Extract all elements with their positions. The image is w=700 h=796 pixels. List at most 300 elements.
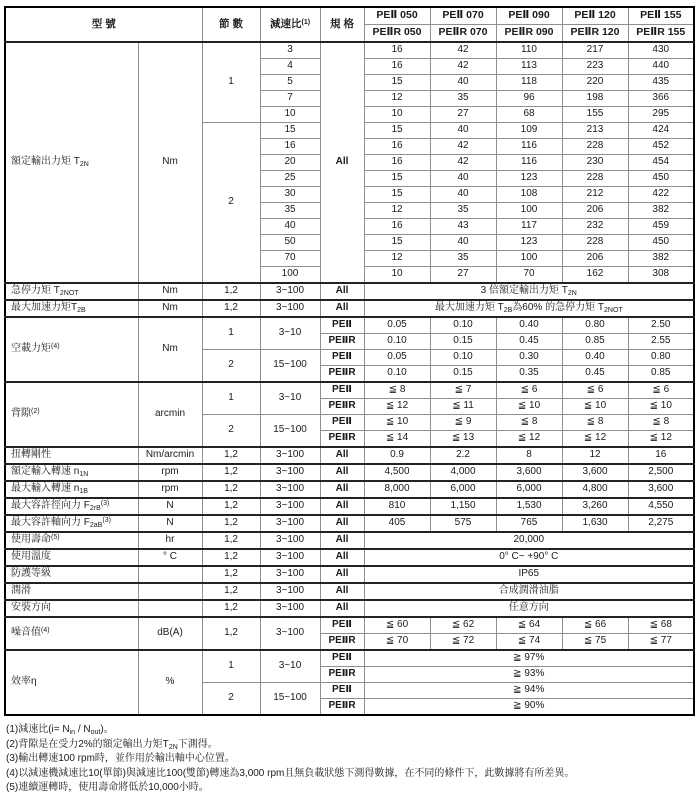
value-cell: 405	[364, 515, 430, 532]
unit-cell: Nm	[138, 300, 202, 317]
header-row-top	[5, 7, 694, 25]
value-cell: ≦ 12	[364, 399, 430, 415]
unit-cell: Nm	[138, 317, 202, 382]
value-cell: 3,600	[562, 464, 628, 481]
table-row	[5, 300, 694, 317]
value-cell: 4,000	[430, 464, 496, 481]
ratio-cell: 7	[260, 91, 320, 107]
value-cell: 16	[364, 219, 430, 235]
ratio-cell: 3~10	[260, 650, 320, 683]
value-cell: 230	[562, 155, 628, 171]
spec-cell: All	[320, 300, 364, 317]
value-cell: 110	[496, 42, 562, 59]
value-cell: ≦ 60	[364, 617, 430, 634]
value-cell: 0.30	[496, 350, 562, 366]
value-cell: ≦ 62	[430, 617, 496, 634]
value-cell: 0.85	[562, 334, 628, 350]
ratio-cell: 70	[260, 251, 320, 267]
ratio-header-footnote-mark: (1)	[301, 18, 311, 26]
param-label-cell: 最大容許徑向力 $F_{2rB}^{(3)}$	[5, 498, 138, 515]
value-cell: 0.10	[364, 366, 430, 383]
stages-cell: 1,2	[202, 515, 260, 532]
value-cell: 435	[628, 75, 694, 91]
table-row	[5, 566, 694, 583]
spec-cell: PEⅡ	[320, 617, 364, 634]
span-value-cell: 0° C~ +90° C	[364, 549, 694, 566]
ratio-cell: 50	[260, 235, 320, 251]
value-cell: ≦ 6	[562, 382, 628, 399]
value-cell: 0.15	[430, 366, 496, 383]
spec-cell: PEⅡ	[320, 317, 364, 334]
value-cell: 15	[364, 123, 430, 139]
value-cell: 228	[562, 235, 628, 251]
value-cell: 8	[496, 447, 562, 464]
stages-cell: 1,2	[202, 532, 260, 549]
unit-cell: N	[138, 498, 202, 515]
spec-cell: All	[320, 447, 364, 464]
stages-cell: 1,2	[202, 481, 260, 498]
stages-cell: 2	[202, 350, 260, 383]
spec-cell: All	[320, 600, 364, 617]
value-cell: ≦ 68	[628, 617, 694, 634]
value-cell: 217	[562, 42, 628, 59]
ratio-cell: 3~100	[260, 566, 320, 583]
value-cell: ≦ 77	[628, 634, 694, 651]
unit-cell	[138, 600, 202, 617]
unit-cell	[138, 583, 202, 600]
value-cell: 450	[628, 171, 694, 187]
value-cell: 42	[430, 155, 496, 171]
value-cell: 100	[496, 203, 562, 219]
value-cell: 35	[430, 251, 496, 267]
value-cell: 0.80	[628, 350, 694, 366]
span-value-cell: 任意方向	[364, 600, 694, 617]
ratio-header-text: 減速比	[269, 17, 302, 30]
value-cell: 452	[628, 139, 694, 155]
value-cell: ≦ 12	[628, 431, 694, 448]
value-cell: 382	[628, 203, 694, 219]
spec-cell: PEⅡR	[320, 699, 364, 716]
value-cell: 440	[628, 59, 694, 75]
value-cell: ≦ 8	[364, 382, 430, 399]
value-cell: 10	[364, 267, 430, 284]
value-cell: 0.40	[562, 350, 628, 366]
ratio-cell: 20	[260, 155, 320, 171]
ratio-cell: 10	[260, 107, 320, 123]
footnote-line: (4)以減速機減速比10(單節)與減速比100(雙節)轉速為3,000 rpm且無負載狀態下測得數據，在不同的條件下，此數據將有所差異。	[6, 767, 575, 779]
table-row	[5, 600, 694, 617]
value-cell: ≦ 8	[496, 415, 562, 431]
value-cell: ≦ 12	[496, 431, 562, 448]
spec-table	[4, 6, 695, 716]
ratio-cell: 3	[260, 42, 320, 59]
span-value-cell: ≧ 94%	[364, 683, 694, 699]
spec-cell: All	[320, 532, 364, 549]
unit-cell: Nm/arcmin	[138, 447, 202, 464]
ratio-cell: 3~100	[260, 549, 320, 566]
stages-cell: 1	[202, 382, 260, 415]
value-cell: 575	[430, 515, 496, 532]
ratio-cell: 3~100	[260, 447, 320, 464]
unit-cell	[138, 566, 202, 583]
spec-cell: All	[320, 464, 364, 481]
value-cell: 2,275	[628, 515, 694, 532]
param-label-cell: 最大容許軸向力 $F_{2aB}^{(3)}$	[5, 515, 138, 532]
value-cell: 109	[496, 123, 562, 139]
param-label-cell: 扭轉剛性	[5, 447, 138, 464]
col-header-model: 型 號	[5, 7, 202, 42]
unit-cell: Nm	[138, 283, 202, 300]
value-cell: 118	[496, 75, 562, 91]
value-cell: ≦ 74	[496, 634, 562, 651]
table-row	[5, 650, 694, 667]
value-cell: 70	[496, 267, 562, 284]
table-row	[5, 481, 694, 498]
value-cell: 0.10	[430, 350, 496, 366]
unit-cell: arcmin	[138, 382, 202, 447]
unit-cell: dB(A)	[138, 617, 202, 650]
span-value-cell: ≧ 97%	[364, 650, 694, 667]
table-row	[5, 382, 694, 399]
ratio-cell: 15	[260, 123, 320, 139]
ratio-cell: 4	[260, 59, 320, 75]
value-cell: 430	[628, 42, 694, 59]
param-label-cell: 最大輸入轉速 $n_{1B}$	[5, 481, 138, 498]
value-cell: 459	[628, 219, 694, 235]
table-row	[5, 549, 694, 566]
ratio-cell: 15~100	[260, 415, 320, 448]
stages-cell: 1,2	[202, 600, 260, 617]
value-cell: 2.2	[430, 447, 496, 464]
value-cell: ≦ 10	[364, 415, 430, 431]
ratio-cell: 3~100	[260, 464, 320, 481]
value-cell: 223	[562, 59, 628, 75]
value-cell: 0.10	[364, 334, 430, 350]
value-cell: 0.45	[496, 334, 562, 350]
param-label-cell: 效率η	[5, 650, 138, 715]
value-cell: ≦ 6	[496, 382, 562, 399]
value-cell: 12	[364, 203, 430, 219]
stages-cell: 1	[202, 317, 260, 350]
value-cell: ≦ 13	[430, 431, 496, 448]
spec-cell: PEⅡ	[320, 382, 364, 399]
value-cell: 382	[628, 251, 694, 267]
stages-cell: 2	[202, 415, 260, 448]
spec-cell: PEⅡ	[320, 683, 364, 699]
spec-cell: PEⅡR	[320, 399, 364, 415]
value-cell: 40	[430, 187, 496, 203]
value-cell: 198	[562, 91, 628, 107]
value-cell: 213	[562, 123, 628, 139]
ratio-cell: 15~100	[260, 350, 320, 383]
value-cell: 1,150	[430, 498, 496, 515]
value-cell: 16	[364, 139, 430, 155]
value-cell: 0.35	[496, 366, 562, 383]
value-cell: 3,600	[496, 464, 562, 481]
stages-cell: 1,2	[202, 300, 260, 317]
stages-cell: 1,2	[202, 617, 260, 650]
table-row	[5, 42, 694, 59]
value-cell: 15	[364, 75, 430, 91]
stages-cell: 1	[202, 650, 260, 683]
value-cell: 810	[364, 498, 430, 515]
value-cell: 228	[562, 139, 628, 155]
value-cell: 35	[430, 91, 496, 107]
ratio-cell: 3~100	[260, 515, 320, 532]
value-cell: ≦ 9	[430, 415, 496, 431]
value-cell: 117	[496, 219, 562, 235]
spec-cell: PEⅡR	[320, 431, 364, 448]
value-cell: 366	[628, 91, 694, 107]
value-cell: 16	[364, 59, 430, 75]
value-cell: ≦ 8	[628, 415, 694, 431]
value-cell: 42	[430, 139, 496, 155]
value-cell: 295	[628, 107, 694, 123]
value-cell: 0.85	[628, 366, 694, 383]
span-value-cell: 最大加速力矩 $T_{2B}$為60% 的急停力矩 $T_{2NOT}$	[364, 300, 694, 317]
param-label-cell: 安裝方向	[5, 600, 138, 617]
spec-cell: PEⅡ	[320, 650, 364, 667]
unit-cell: ° C	[138, 549, 202, 566]
param-label-cell: 空載力矩$^{(4)}$	[5, 317, 138, 382]
value-cell: 228	[562, 171, 628, 187]
stages-cell: 1,2	[202, 566, 260, 583]
param-label-cell: 潤滑	[5, 583, 138, 600]
model-header-peiir155: PEⅡR 155	[628, 25, 694, 43]
spec-cell: PEⅡR	[320, 366, 364, 383]
table-row	[5, 583, 694, 600]
value-cell: 220	[562, 75, 628, 91]
param-label-cell: 急停力矩 $T_{2NOT}$	[5, 283, 138, 300]
ratio-cell: 3~100	[260, 583, 320, 600]
param-label-cell: 額定輸入轉速 $n_{1N}$	[5, 464, 138, 481]
value-cell: 15	[364, 187, 430, 203]
value-cell: 6,000	[496, 481, 562, 498]
unit-cell: rpm	[138, 464, 202, 481]
stages-cell: 2	[202, 683, 260, 716]
value-cell: 1,530	[496, 498, 562, 515]
value-cell: ≦ 12	[562, 431, 628, 448]
value-cell: ≦ 6	[628, 382, 694, 399]
model-header-peiir120: PEⅡR 120	[562, 25, 628, 43]
value-cell: 40	[430, 123, 496, 139]
value-cell: 0.15	[430, 334, 496, 350]
ratio-cell: 16	[260, 139, 320, 155]
value-cell: 42	[430, 59, 496, 75]
value-cell: 206	[562, 203, 628, 219]
table-row	[5, 617, 694, 634]
stages-cell: 1,2	[202, 283, 260, 300]
value-cell: 16	[628, 447, 694, 464]
value-cell: 35	[430, 203, 496, 219]
table-row	[5, 515, 694, 532]
value-cell: 43	[430, 219, 496, 235]
value-cell: ≦ 75	[562, 634, 628, 651]
value-cell: 454	[628, 155, 694, 171]
ratio-cell: 3~100	[260, 481, 320, 498]
value-cell: 422	[628, 187, 694, 203]
footnote-line: (5)連續運轉時，使用壽命將低於10,000小時。	[6, 782, 209, 793]
table-row	[5, 464, 694, 481]
stages-cell: 1,2	[202, 447, 260, 464]
param-label-cell: 背隙$^{(2)}$	[5, 382, 138, 447]
value-cell: 123	[496, 235, 562, 251]
value-cell: 450	[628, 235, 694, 251]
value-cell: ≦ 66	[562, 617, 628, 634]
param-label-cell: 使用壽命$^{(5)}$	[5, 532, 138, 549]
value-cell: 113	[496, 59, 562, 75]
value-cell: 42	[430, 42, 496, 59]
stages-cell: 1,2	[202, 583, 260, 600]
value-cell: 40	[430, 235, 496, 251]
ratio-cell: 5	[260, 75, 320, 91]
value-cell: 27	[430, 107, 496, 123]
value-cell: 15	[364, 235, 430, 251]
value-cell: 0.10	[430, 317, 496, 334]
value-cell: 3,260	[562, 498, 628, 515]
span-value-cell: IP65	[364, 566, 694, 583]
spec-cell: PEⅡR	[320, 667, 364, 683]
spec-cell: All	[320, 515, 364, 532]
value-cell: 100	[496, 251, 562, 267]
value-cell: 0.45	[562, 366, 628, 383]
footnote-line: (2)背隙是在受力2%的額定輸出力矩$T_{2N}$下測得。	[6, 738, 218, 751]
value-cell: ≦ 64	[496, 617, 562, 634]
value-cell: 16	[364, 42, 430, 59]
value-cell: 27	[430, 267, 496, 284]
stages-cell: 1,2	[202, 464, 260, 481]
table-row	[5, 317, 694, 334]
value-cell: 116	[496, 155, 562, 171]
unit-cell: hr	[138, 532, 202, 549]
ratio-cell: 40	[260, 219, 320, 235]
model-header-peiir070: PEⅡR 070	[430, 25, 496, 43]
value-cell: 2.55	[628, 334, 694, 350]
value-cell: 4,550	[628, 498, 694, 515]
ratio-cell: 3~10	[260, 317, 320, 350]
model-header-peii050: PEⅡ 050	[364, 7, 430, 25]
footnote-line: (3)輸出轉速100 rpm時，並作用於輸出軸中心位置。	[6, 753, 235, 764]
stages-cell: 1	[202, 42, 260, 123]
table-header	[5, 7, 694, 42]
value-cell: 96	[496, 91, 562, 107]
table-row	[5, 498, 694, 515]
value-cell: 4,800	[562, 481, 628, 498]
value-cell: 108	[496, 187, 562, 203]
value-cell: 6,000	[430, 481, 496, 498]
value-cell: 12	[364, 91, 430, 107]
table-row	[5, 532, 694, 549]
model-header-peii155: PEⅡ 155	[628, 7, 694, 25]
value-cell: 0.05	[364, 350, 430, 366]
value-cell: 2,500	[628, 464, 694, 481]
param-label-cell: 最大加速力矩$T_{2B}$	[5, 300, 138, 317]
table-body	[5, 42, 694, 715]
param-label-cell: 額定輸出力矩 $T_{2N}$	[5, 42, 138, 283]
spec-cell: PEⅡ	[320, 350, 364, 366]
stages-cell: 1,2	[202, 549, 260, 566]
value-cell: ≦ 7	[430, 382, 496, 399]
unit-cell: Nm	[138, 42, 202, 283]
value-cell: 12	[364, 251, 430, 267]
value-cell: ≦ 8	[562, 415, 628, 431]
value-cell: 12	[562, 447, 628, 464]
ratio-cell: 3~10	[260, 382, 320, 415]
footnote-line: (1)減速比$(i= N_{in} / N_{out})$。	[6, 724, 114, 736]
value-cell: 0.9	[364, 447, 430, 464]
unit-cell: %	[138, 650, 202, 715]
spec-cell: All	[320, 549, 364, 566]
spec-cell: All	[320, 481, 364, 498]
value-cell: 2.50	[628, 317, 694, 334]
value-cell: 765	[496, 515, 562, 532]
spec-cell: All	[320, 42, 364, 283]
value-cell: 206	[562, 251, 628, 267]
value-cell: 8,000	[364, 481, 430, 498]
span-value-cell: 合成潤滑油脂	[364, 583, 694, 600]
ratio-cell: 25	[260, 171, 320, 187]
model-header-peiir090: PEⅡR 090	[496, 25, 562, 43]
col-header-spec: 規 格	[320, 7, 364, 42]
value-cell: ≦ 14	[364, 431, 430, 448]
value-cell: 424	[628, 123, 694, 139]
span-value-cell: 3 倍額定輸出力矩 $T_{2N}$	[364, 283, 694, 300]
unit-cell: N	[138, 515, 202, 532]
value-cell: 10	[364, 107, 430, 123]
value-cell: 68	[496, 107, 562, 123]
value-cell: 0.80	[562, 317, 628, 334]
value-cell: 0.40	[496, 317, 562, 334]
table-row	[5, 447, 694, 464]
value-cell: 4,500	[364, 464, 430, 481]
value-cell: 3,600	[628, 481, 694, 498]
param-label-cell: 使用溫度	[5, 549, 138, 566]
spec-cell: PEⅡR	[320, 634, 364, 651]
ratio-cell: 3~100	[260, 600, 320, 617]
value-cell: 0.05	[364, 317, 430, 334]
table-row	[5, 283, 694, 300]
value-cell: 308	[628, 267, 694, 284]
model-header-peiir050: PEⅡR 050	[364, 25, 430, 43]
ratio-cell: 3~100	[260, 300, 320, 317]
value-cell: ≦ 11	[430, 399, 496, 415]
model-header-peii120: PEⅡ 120	[562, 7, 628, 25]
value-cell: 162	[562, 267, 628, 284]
span-value-cell: ≧ 93%	[364, 667, 694, 683]
ratio-cell: 3~100	[260, 283, 320, 300]
spec-cell: All	[320, 498, 364, 515]
value-cell: 40	[430, 171, 496, 187]
param-label-cell: 防護等級	[5, 566, 138, 583]
col-header-stages: 節 數	[202, 7, 260, 42]
ratio-cell: 3~100	[260, 498, 320, 515]
ratio-cell: 30	[260, 187, 320, 203]
value-cell: 1,630	[562, 515, 628, 532]
value-cell: 15	[364, 171, 430, 187]
model-header-peii090: PEⅡ 090	[496, 7, 562, 25]
spec-cell: PEⅡR	[320, 334, 364, 350]
param-label-cell: 噪音值$^{(4)}$	[5, 617, 138, 650]
value-cell: ≦ 10	[496, 399, 562, 415]
value-cell: ≦ 72	[430, 634, 496, 651]
unit-cell: rpm	[138, 481, 202, 498]
value-cell: ≦ 10	[628, 399, 694, 415]
value-cell: ≦ 70	[364, 634, 430, 651]
ratio-cell: 100	[260, 267, 320, 284]
ratio-cell: 35	[260, 203, 320, 219]
value-cell: 123	[496, 171, 562, 187]
value-cell: 40	[430, 75, 496, 91]
